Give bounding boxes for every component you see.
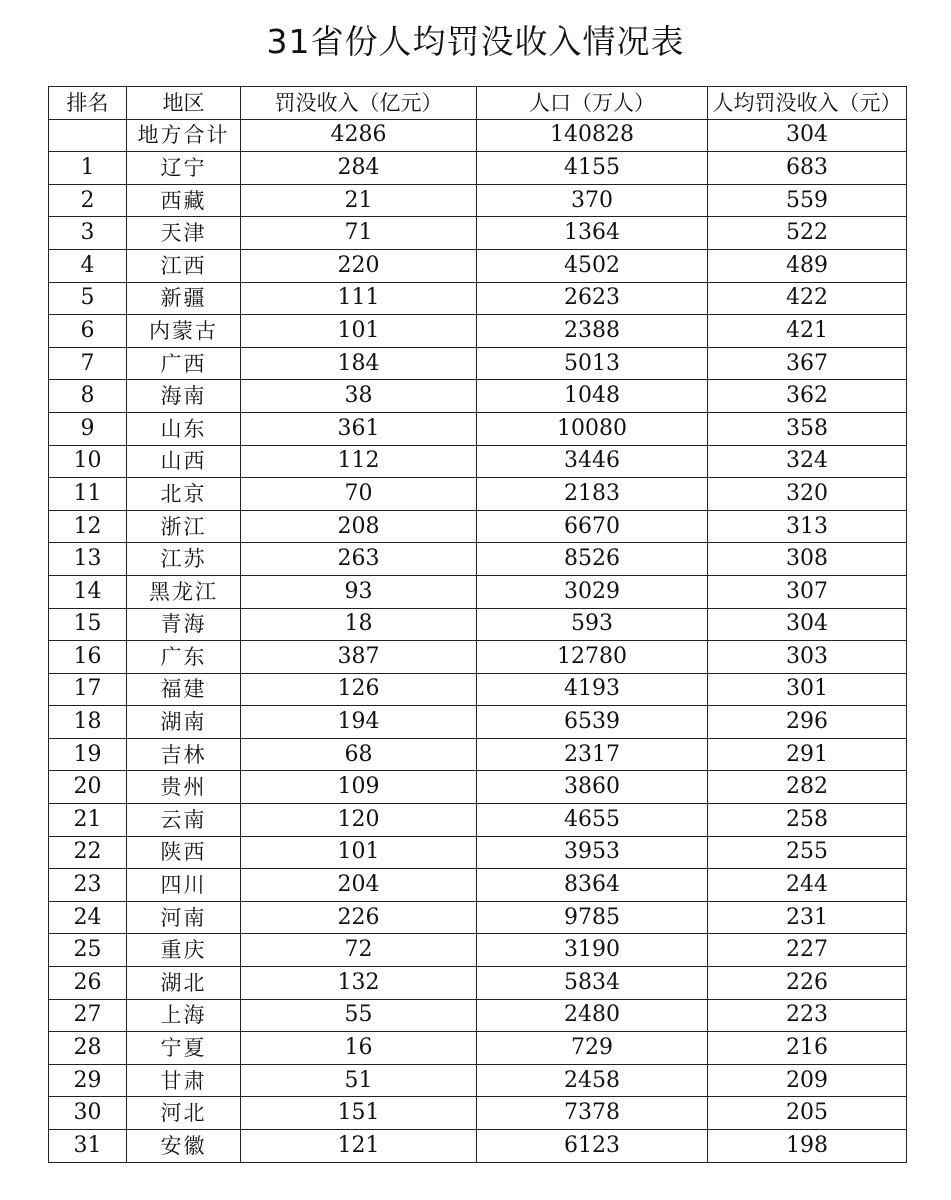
rank-cell: 18 <box>49 706 127 739</box>
table-row <box>49 152 907 185</box>
population-cell: 6670 <box>477 510 708 543</box>
header-rank: 排名 <box>49 87 127 120</box>
per-capita-cell: 244 <box>708 869 907 902</box>
rank-cell: 8 <box>49 380 127 413</box>
rank-cell: 5 <box>49 282 127 315</box>
rank-cell: 11 <box>49 478 127 511</box>
table-row <box>49 999 907 1032</box>
table-body <box>49 119 907 1162</box>
population-cell: 4193 <box>477 673 708 706</box>
rank-cell: 27 <box>49 999 127 1032</box>
per-capita-cell: 324 <box>708 445 907 478</box>
income-cell: 16 <box>241 1032 477 1065</box>
population-cell: 5834 <box>477 967 708 1000</box>
total-income-cell: 4286 <box>241 119 477 152</box>
region-cell: 山西 <box>127 445 241 478</box>
table-row <box>49 1097 907 1130</box>
total-rank-cell <box>49 119 127 152</box>
population-cell: 4155 <box>477 152 708 185</box>
region-cell: 青海 <box>127 608 241 641</box>
income-cell: 111 <box>241 282 477 315</box>
population-cell: 12780 <box>477 641 708 674</box>
region-cell: 北京 <box>127 478 241 511</box>
income-cell: 121 <box>241 1130 477 1163</box>
income-cell: 55 <box>241 999 477 1032</box>
population-cell: 3446 <box>477 445 708 478</box>
population-cell: 2623 <box>477 282 708 315</box>
per-capita-cell: 362 <box>708 380 907 413</box>
rank-cell: 16 <box>49 641 127 674</box>
region-cell: 辽宁 <box>127 152 241 185</box>
rank-cell: 17 <box>49 673 127 706</box>
income-cell: 120 <box>241 804 477 837</box>
population-cell: 2458 <box>477 1064 708 1097</box>
per-capita-cell: 313 <box>708 510 907 543</box>
income-cell: 101 <box>241 836 477 869</box>
population-cell: 370 <box>477 184 708 217</box>
table-row <box>49 641 907 674</box>
rank-cell: 22 <box>49 836 127 869</box>
population-cell: 9785 <box>477 901 708 934</box>
rank-cell: 21 <box>49 804 127 837</box>
population-cell: 1048 <box>477 380 708 413</box>
table-row <box>49 412 907 445</box>
table-row <box>49 1032 907 1065</box>
population-cell: 729 <box>477 1032 708 1065</box>
table-row <box>49 967 907 1000</box>
income-cell: 112 <box>241 445 477 478</box>
rank-cell: 20 <box>49 771 127 804</box>
income-cell: 204 <box>241 869 477 902</box>
table-row <box>49 608 907 641</box>
region-cell: 云南 <box>127 804 241 837</box>
region-cell: 贵州 <box>127 771 241 804</box>
region-cell: 甘肃 <box>127 1064 241 1097</box>
region-cell: 山东 <box>127 412 241 445</box>
income-cell: 126 <box>241 673 477 706</box>
income-cell: 361 <box>241 412 477 445</box>
page-title: 31省份人均罚没收入情况表 <box>266 22 685 61</box>
rank-cell: 14 <box>49 575 127 608</box>
per-capita-cell: 223 <box>708 999 907 1032</box>
income-cell: 68 <box>241 738 477 771</box>
income-cell: 151 <box>241 1097 477 1130</box>
table-row <box>49 706 907 739</box>
per-capita-cell: 320 <box>708 478 907 511</box>
rank-cell: 24 <box>49 901 127 934</box>
rank-cell: 13 <box>49 543 127 576</box>
population-cell: 4502 <box>477 249 708 282</box>
region-cell: 安徽 <box>127 1130 241 1163</box>
income-cell: 93 <box>241 575 477 608</box>
per-capita-cell: 367 <box>708 347 907 380</box>
rank-cell: 7 <box>49 347 127 380</box>
population-cell: 2317 <box>477 738 708 771</box>
income-cell: 18 <box>241 608 477 641</box>
population-cell: 6123 <box>477 1130 708 1163</box>
header-income: 罚没收入（亿元） <box>241 87 477 120</box>
table-row <box>49 673 907 706</box>
table-row <box>49 771 907 804</box>
table-row <box>49 543 907 576</box>
table-row <box>49 380 907 413</box>
population-cell: 2183 <box>477 478 708 511</box>
income-cell: 38 <box>241 380 477 413</box>
population-cell: 3860 <box>477 771 708 804</box>
table-row <box>49 347 907 380</box>
income-cell: 284 <box>241 152 477 185</box>
region-cell: 西藏 <box>127 184 241 217</box>
per-capita-cell: 226 <box>708 967 907 1000</box>
population-cell: 3190 <box>477 934 708 967</box>
region-cell: 河南 <box>127 901 241 934</box>
table-row <box>49 184 907 217</box>
per-capita-cell: 258 <box>708 804 907 837</box>
table-row <box>49 217 907 250</box>
region-cell: 江苏 <box>127 543 241 576</box>
per-capita-cell: 304 <box>708 608 907 641</box>
table-row <box>49 804 907 837</box>
population-cell: 2480 <box>477 999 708 1032</box>
per-capita-cell: 421 <box>708 315 907 348</box>
rank-cell: 31 <box>49 1130 127 1163</box>
region-cell: 新疆 <box>127 282 241 315</box>
per-capita-cell: 522 <box>708 217 907 250</box>
population-cell: 4655 <box>477 804 708 837</box>
ranking-table <box>48 86 907 1163</box>
per-capita-cell: 559 <box>708 184 907 217</box>
table-row <box>49 901 907 934</box>
income-cell: 101 <box>241 315 477 348</box>
table-row <box>49 249 907 282</box>
income-cell: 21 <box>241 184 477 217</box>
per-capita-cell: 291 <box>708 738 907 771</box>
rank-cell: 6 <box>49 315 127 348</box>
per-capita-cell: 255 <box>708 836 907 869</box>
per-capita-cell: 296 <box>708 706 907 739</box>
population-cell: 10080 <box>477 412 708 445</box>
region-cell: 内蒙古 <box>127 315 241 348</box>
header-per-capita: 人均罚没收入（元） <box>708 87 907 120</box>
rank-cell: 23 <box>49 869 127 902</box>
per-capita-cell: 358 <box>708 412 907 445</box>
total-population-cell: 140828 <box>477 119 708 152</box>
rank-cell: 15 <box>49 608 127 641</box>
per-capita-cell: 231 <box>708 901 907 934</box>
per-capita-cell: 303 <box>708 641 907 674</box>
population-cell: 3029 <box>477 575 708 608</box>
total-region-cell: 地方合计 <box>127 119 241 152</box>
per-capita-cell: 227 <box>708 934 907 967</box>
per-capita-cell: 489 <box>708 249 907 282</box>
income-cell: 71 <box>241 217 477 250</box>
region-cell: 河北 <box>127 1097 241 1130</box>
income-cell: 184 <box>241 347 477 380</box>
table-row <box>49 869 907 902</box>
header-row <box>49 87 907 120</box>
total-per-capita-cell: 304 <box>708 119 907 152</box>
table-row <box>49 934 907 967</box>
region-cell: 上海 <box>127 999 241 1032</box>
income-cell: 132 <box>241 967 477 1000</box>
region-cell: 吉林 <box>127 738 241 771</box>
table-row <box>49 445 907 478</box>
table-row <box>49 315 907 348</box>
per-capita-cell: 216 <box>708 1032 907 1065</box>
population-cell: 7378 <box>477 1097 708 1130</box>
per-capita-cell: 683 <box>708 152 907 185</box>
income-cell: 194 <box>241 706 477 739</box>
header-population: 人口（万人） <box>477 87 708 120</box>
region-cell: 陕西 <box>127 836 241 869</box>
rank-cell: 1 <box>49 152 127 185</box>
region-cell: 海南 <box>127 380 241 413</box>
region-cell: 天津 <box>127 217 241 250</box>
region-cell: 重庆 <box>127 934 241 967</box>
rank-cell: 10 <box>49 445 127 478</box>
rank-cell: 2 <box>49 184 127 217</box>
income-cell: 226 <box>241 901 477 934</box>
income-cell: 220 <box>241 249 477 282</box>
population-cell: 8526 <box>477 543 708 576</box>
region-cell: 广西 <box>127 347 241 380</box>
per-capita-cell: 307 <box>708 575 907 608</box>
income-cell: 51 <box>241 1064 477 1097</box>
table-row <box>49 282 907 315</box>
region-cell: 湖北 <box>127 967 241 1000</box>
region-cell: 四川 <box>127 869 241 902</box>
population-cell: 593 <box>477 608 708 641</box>
rank-cell: 28 <box>49 1032 127 1065</box>
population-cell: 8364 <box>477 869 708 902</box>
region-cell: 福建 <box>127 673 241 706</box>
rank-cell: 9 <box>49 412 127 445</box>
region-cell: 湖南 <box>127 706 241 739</box>
region-cell: 江西 <box>127 249 241 282</box>
income-cell: 72 <box>241 934 477 967</box>
income-cell: 70 <box>241 478 477 511</box>
income-cell: 263 <box>241 543 477 576</box>
table-row <box>49 575 907 608</box>
per-capita-cell: 209 <box>708 1064 907 1097</box>
region-cell: 浙江 <box>127 510 241 543</box>
table-row <box>49 738 907 771</box>
population-cell: 3953 <box>477 836 708 869</box>
population-cell: 5013 <box>477 347 708 380</box>
region-cell: 广东 <box>127 641 241 674</box>
table-row <box>49 1064 907 1097</box>
income-cell: 109 <box>241 771 477 804</box>
table-row <box>49 510 907 543</box>
rank-cell: 26 <box>49 967 127 1000</box>
header-region: 地区 <box>127 87 241 120</box>
rank-cell: 4 <box>49 249 127 282</box>
rank-cell: 25 <box>49 934 127 967</box>
rank-cell: 19 <box>49 738 127 771</box>
per-capita-cell: 308 <box>708 543 907 576</box>
rank-cell: 30 <box>49 1097 127 1130</box>
rank-cell: 12 <box>49 510 127 543</box>
per-capita-cell: 301 <box>708 673 907 706</box>
population-cell: 6539 <box>477 706 708 739</box>
per-capita-cell: 282 <box>708 771 907 804</box>
region-cell: 宁夏 <box>127 1032 241 1065</box>
table-row <box>49 478 907 511</box>
per-capita-cell: 198 <box>708 1130 907 1163</box>
income-cell: 208 <box>241 510 477 543</box>
table-row <box>49 836 907 869</box>
per-capita-cell: 205 <box>708 1097 907 1130</box>
population-cell: 2388 <box>477 315 708 348</box>
rank-cell: 29 <box>49 1064 127 1097</box>
table-row <box>49 1130 907 1163</box>
income-cell: 387 <box>241 641 477 674</box>
region-cell: 黑龙江 <box>127 575 241 608</box>
per-capita-cell: 422 <box>708 282 907 315</box>
rank-cell: 3 <box>49 217 127 250</box>
population-cell: 1364 <box>477 217 708 250</box>
total-row <box>49 119 907 152</box>
